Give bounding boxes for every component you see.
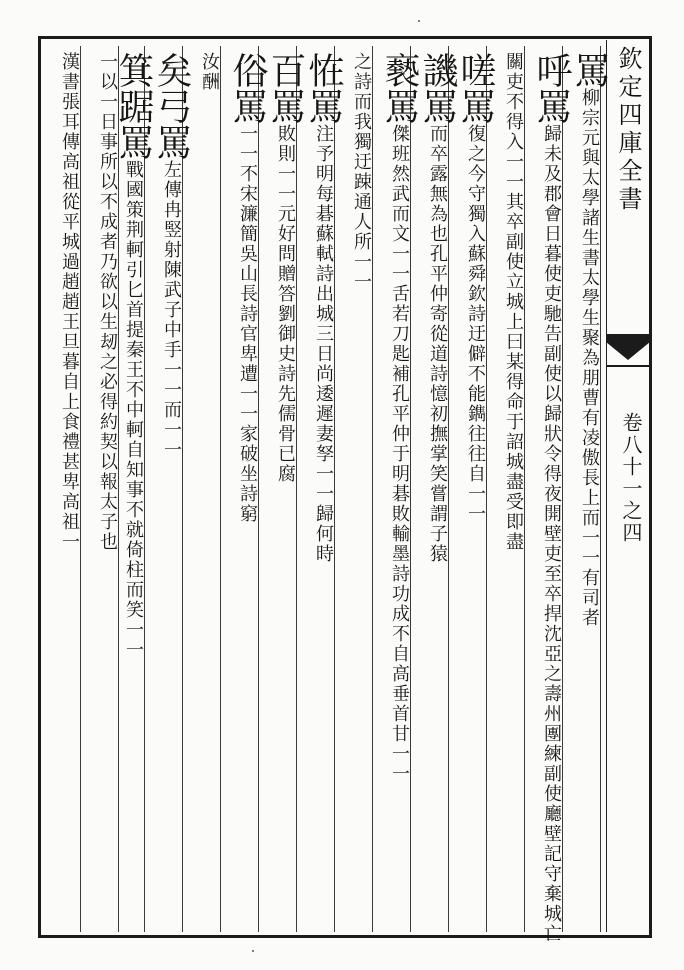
text-column <box>92 52 122 932</box>
entry-heading: 箕踞罵 <box>113 52 154 160</box>
column-text: 關吏不得入一一其卒副使立城上曰某得命于詔城盡受即盡 <box>503 52 524 552</box>
paper-speck <box>418 20 420 22</box>
text-column <box>417 52 458 932</box>
text-column <box>113 52 154 932</box>
column-text: 傑班然武而文一一舌若刀匙補孔平仲于明碁敗輸墨詩功成不自高垂首甘一一 <box>389 124 410 784</box>
text-column <box>227 52 268 932</box>
text-column <box>498 52 528 932</box>
column-text: 歸未及郡會日暮使吏馳告副使以歸狀令得夜開壁吏至卒捍沈亞之壽州團練副使廳壁記守棄城亡 <box>541 124 562 944</box>
entry-heading: 矣弓罵 <box>151 52 192 160</box>
fishtail-mark-icon <box>606 332 650 372</box>
column-text: 漢書張耳傳高祖從平城過趙趙王旦暮自上食禮甚卑高祖一 <box>59 52 80 552</box>
entry-heading: 嗟罵 <box>455 52 496 124</box>
entry-heading: 俗罵 <box>227 52 268 124</box>
text-column <box>455 52 496 932</box>
entry-heading: 百罵 <box>265 52 306 124</box>
text-column <box>569 52 610 932</box>
text-column <box>151 52 192 932</box>
margin-block <box>606 40 650 932</box>
entry-heading: 譏罵 <box>417 52 458 124</box>
column-text: 左傳冉竪射陳武子中手一一而一一 <box>161 160 182 460</box>
entry-heading: 恠罵 <box>303 52 344 124</box>
entry-heading: 呼罵 <box>531 52 572 124</box>
column-text: 一以一日事所以不成者乃欲以生刼之必得約契以報太子也 <box>97 52 118 552</box>
column-text: 一一不宋濂簡吳山長詩官卑遭一一家破坐詩窮 <box>237 124 258 524</box>
text-column <box>379 52 420 932</box>
column-text: 之詩而我獨迂踈通人所一一 <box>351 52 372 292</box>
entry-heading: 罵 <box>569 52 610 88</box>
text-column <box>346 52 376 932</box>
entry-heading: 褻罵 <box>379 52 420 124</box>
text-column <box>303 52 344 932</box>
column-text: 復之今守獨入蘇舜欽詩迂僻不能鐫往往自一一 <box>465 124 486 524</box>
text-column <box>531 52 572 944</box>
text-column <box>265 52 306 932</box>
column-text: 柳宗元與太學諸生書太學生聚為朋曹有凌傲長上而一一有司者 <box>579 88 600 628</box>
column-text: 戰國策荆軻引匕首提秦王不中軻自知事不就倚柱而笑一一 <box>123 160 144 660</box>
text-column <box>194 52 224 932</box>
book-title: 欽定四庫全書 <box>614 46 642 214</box>
paper-speck <box>252 950 254 952</box>
column-text: 而卒露無為也孔平仲寄從道詩憶初撫掌笑嘗謂子猿 <box>427 124 448 564</box>
column-text: 汝酬 <box>199 52 220 92</box>
column-text: 敗則一一元好問贈答劉御史詩先儒骨已腐 <box>275 124 296 484</box>
text-column <box>54 52 84 932</box>
volume-label: 卷八十一之四 <box>619 412 643 544</box>
margin-rule <box>606 40 607 932</box>
column-text: 注予明每碁蘇軾詩出城三日尚逶遲妻孥一一歸何時 <box>313 124 334 564</box>
